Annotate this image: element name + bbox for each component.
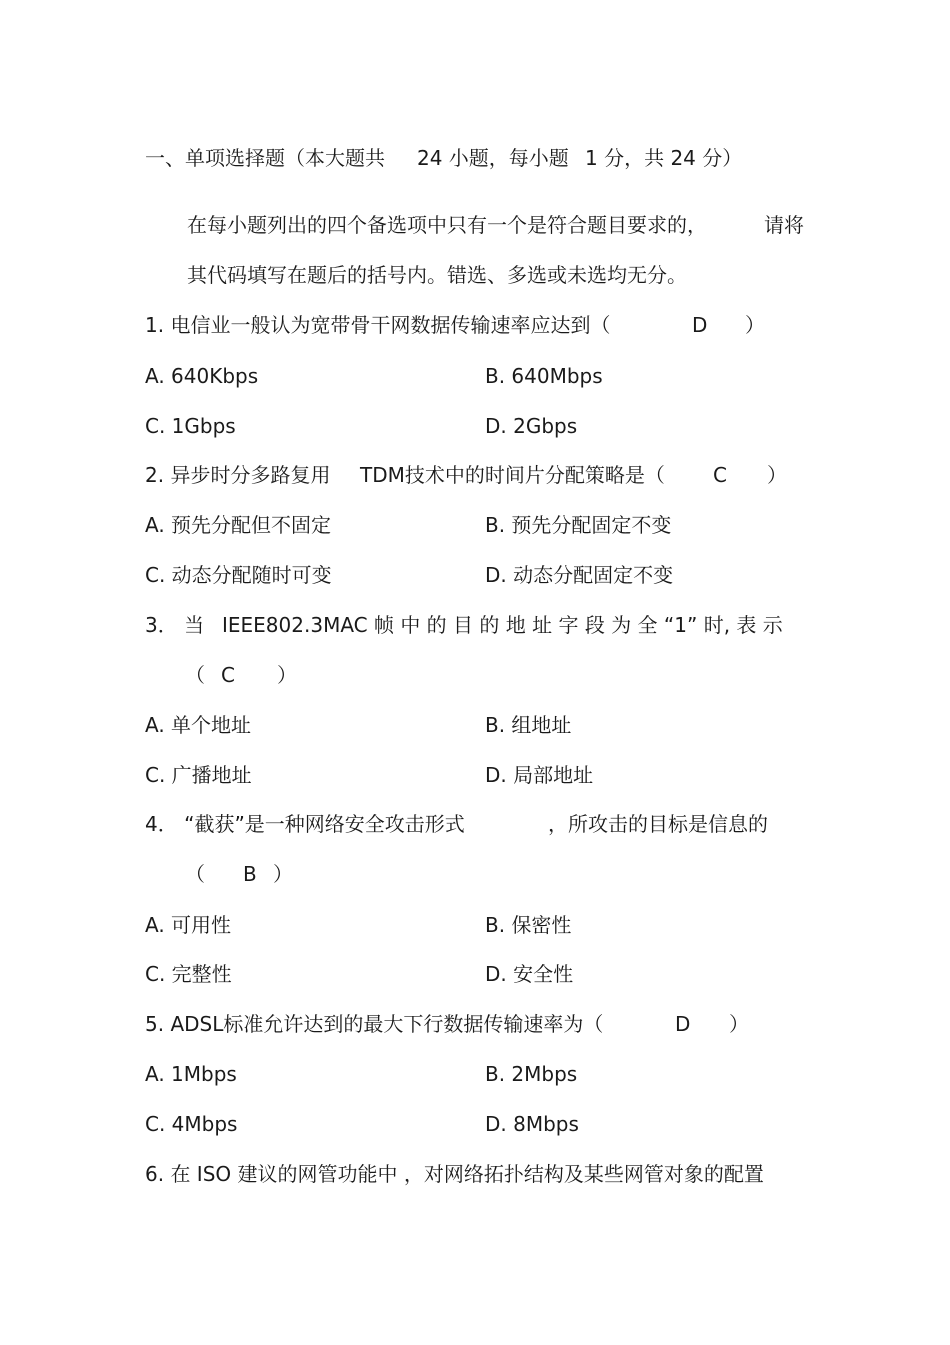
question-2-close: ） [767, 463, 787, 487]
question-5-option-d: D. 8Mbps [485, 1112, 579, 1136]
question-1-option-a: A. 640Kbps [145, 364, 259, 388]
question-1-option-c: C. 1Gbps [145, 414, 236, 438]
question-2-stem-part1: 2. 异步时分多路复用 [145, 463, 331, 487]
question-2-option-d: D. 动态分配固定不变 [485, 563, 674, 587]
question-1-option-d: D. 2Gbps [485, 414, 578, 438]
question-4-stem-part1: 4． “截获”是一种网络安全攻击形式 [145, 812, 465, 836]
section-title-part2: 24 小题，每小题 [417, 146, 569, 170]
question-2-answer: C [713, 463, 727, 487]
question-1-close: ） [745, 313, 765, 337]
question-2-stem-part2: TDM技术中的时间片分配策略是（ [360, 463, 665, 487]
question-5-option-b: B. 2Mbps [485, 1062, 578, 1086]
question-3-open: （ [185, 663, 205, 687]
question-4-close: ） [273, 862, 293, 886]
instruction-line-1-main: 在每小题列出的四个备选项中只有一个是符合题目要求的， [187, 213, 707, 237]
instruction-line-2: 其代码填写在题后的括号内。错选、多选或未选均无分。 [187, 263, 687, 287]
question-4-option-d: D. 安全性 [485, 962, 574, 986]
question-2-option-a: A. 预先分配但不固定 [145, 513, 332, 537]
question-5-option-c: C. 4Mbps [145, 1112, 238, 1136]
question-4-stem-part2: ，所攻击的目标是信息的 [548, 812, 768, 836]
section-title-part1: 一、单项选择题（本大题共 [145, 146, 385, 170]
question-5-stem: 5. ADSL标准允许达到的最大下行数据传输速率为（ [145, 1012, 604, 1036]
question-5-close: ） [729, 1012, 749, 1036]
question-2-option-c: C. 动态分配随时可变 [145, 563, 332, 587]
question-4-open: （ [185, 862, 205, 886]
question-6-stem: 6. 在 ISO 建议的网管功能中 ，对网络拓扑结构及某些网管对象的配置 [145, 1162, 764, 1186]
question-3-option-b: B. 组地址 [485, 713, 572, 737]
question-2-option-b: B. 预先分配固定不变 [485, 513, 672, 537]
question-4-option-a: A. 可用性 [145, 913, 232, 937]
question-3-option-d: D. 局部地址 [485, 763, 594, 787]
question-3-stem-part2: IEEE802.3MAC 帧 中 的 目 的 地 址 字 段 为 全 “1” 时, 表 示 [222, 613, 783, 637]
instruction-line-1-tail: 请将 [764, 213, 804, 237]
question-5-option-a: A. 1Mbps [145, 1062, 237, 1086]
question-1-option-b: B. 640Mbps [485, 364, 603, 388]
question-3-stem-part1: 3． 当 [145, 613, 205, 637]
question-3-close: ） [277, 663, 297, 687]
question-5-answer: D [675, 1012, 691, 1036]
section-title-part3: 1 分，共 24 分） [585, 146, 743, 170]
question-3-answer: C [221, 663, 235, 687]
question-3-option-a: A. 单个地址 [145, 713, 252, 737]
question-1-answer: D [692, 313, 708, 337]
question-3-option-c: C. 广播地址 [145, 763, 252, 787]
question-4-answer: B [243, 862, 257, 886]
question-4-option-c: C. 完整性 [145, 962, 232, 986]
question-4-option-b: B. 保密性 [485, 913, 572, 937]
question-1-stem: 1. 电信业一般认为宽带骨干网数据传输速率应达到（ [145, 313, 611, 337]
